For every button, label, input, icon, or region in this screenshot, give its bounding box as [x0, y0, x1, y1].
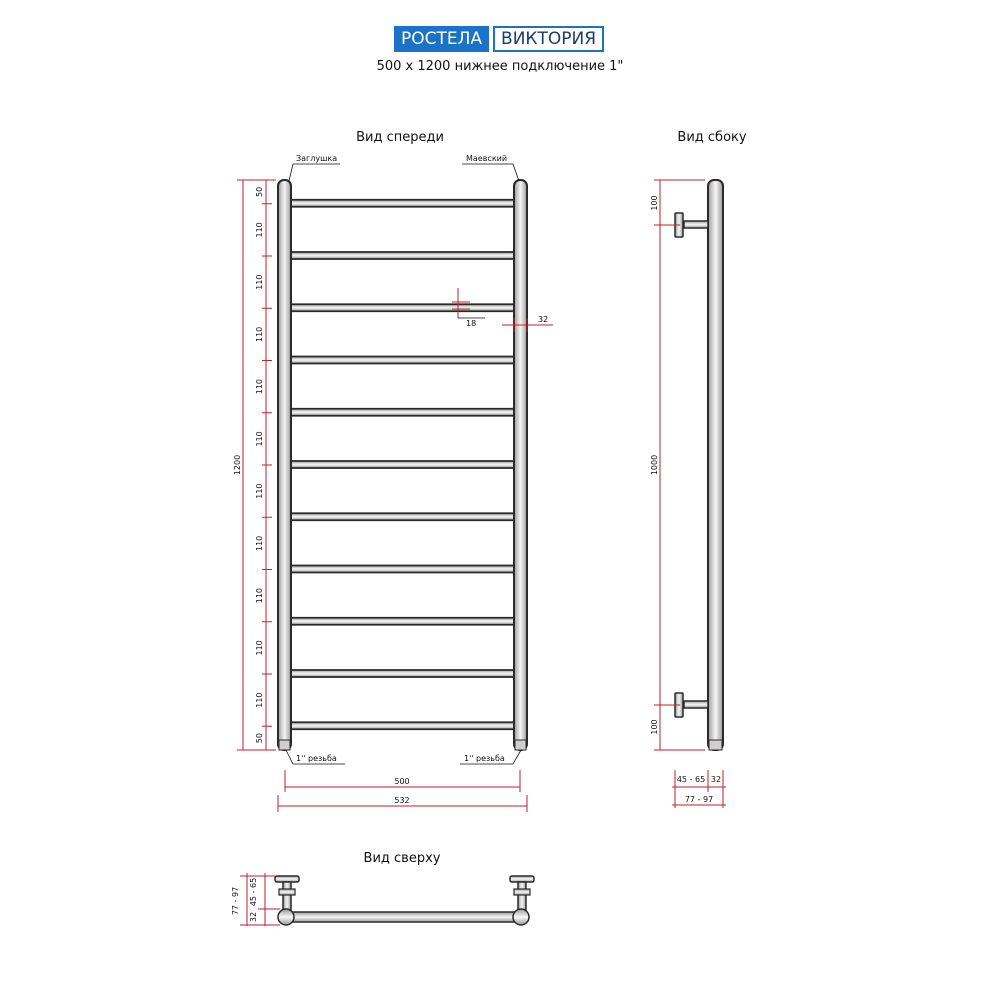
plug-note: Заглушка [296, 154, 338, 163]
top-mount-depth-label: 45 - 65 [249, 877, 258, 907]
rung [286, 357, 520, 364]
left-post [278, 180, 291, 750]
side-post-depth-label: 32 [710, 775, 722, 784]
segment-label: 110 [255, 326, 264, 343]
thread-right-note: 1'' резьба [464, 754, 505, 763]
segment-ticks [262, 180, 272, 750]
rung [286, 513, 520, 520]
rung [286, 566, 520, 573]
top-left-collar [279, 889, 295, 895]
top-left-flange [275, 876, 299, 882]
segment-label: 110 [255, 640, 264, 656]
side-mount-depth-label: 45 - 65 [676, 775, 706, 784]
segment-label: 50 [255, 186, 264, 197]
top-post-depth-label: 32 [249, 911, 258, 923]
rung [286, 409, 520, 416]
thread-left-note: 1'' резьба [296, 754, 337, 763]
total-width-label: 532 [394, 796, 410, 805]
mount-distance-label: 1000 [650, 454, 659, 476]
front-view [233, 130, 553, 812]
rung [286, 670, 520, 677]
top-view-title: Вид сверху [363, 851, 441, 866]
model-name: ВИКТОРИЯ [493, 26, 604, 52]
top-total-depth-label: 77 - 97 [231, 886, 240, 916]
top-right-collar [514, 889, 530, 895]
right-thread [515, 740, 526, 750]
segment-label: 110 [255, 587, 264, 604]
rung [286, 304, 520, 311]
valve-leader [462, 164, 519, 181]
segment-label: 110 [255, 274, 264, 290]
top-left-arm [283, 882, 291, 910]
rung [286, 618, 520, 625]
top-right-flange [510, 876, 534, 882]
right-post [514, 180, 527, 750]
top-left-post [278, 909, 294, 925]
segment-label: 110 [255, 535, 264, 552]
top-right-post [513, 909, 529, 925]
lower-bracket-arm [684, 701, 708, 708]
segment-label: 110 [255, 483, 264, 499]
brand-name: РОСТЕЛА [394, 26, 489, 52]
segment-label: 50 [255, 733, 264, 744]
top-right-arm [518, 882, 526, 910]
side-view-title: Вид сбоку [677, 130, 747, 145]
left-thread [279, 740, 290, 750]
top-view [231, 851, 534, 926]
rung [286, 461, 520, 468]
center-width-label: 500 [394, 777, 410, 786]
upper-bracket-arm [684, 221, 708, 228]
top-rung [282, 912, 522, 922]
total-height-label: 1200 [233, 454, 242, 476]
rung-diameter-label: 18 [466, 319, 477, 328]
rung [286, 722, 520, 729]
side-post [708, 180, 723, 750]
plug-leader [289, 164, 340, 181]
segment-label: 110 [255, 431, 264, 447]
rungs-group [286, 200, 520, 730]
product-subtitle: 500 x 1200 нижнее подключение 1" [376, 59, 624, 74]
segment-label: 110 [255, 692, 264, 708]
segment-label: 110 [255, 222, 264, 238]
rung [286, 200, 520, 207]
side-total-depth-label: 77 - 97 [684, 795, 714, 804]
front-view-title: Вид спереди [356, 130, 444, 145]
post-diameter-label: 32 [538, 315, 549, 324]
bottom-offset-label: 100 [650, 719, 659, 735]
valve-note: Маевский [466, 154, 508, 163]
rung [286, 252, 520, 259]
segment-label: 110 [255, 378, 264, 395]
side-thread [709, 740, 722, 750]
side-view [650, 130, 747, 808]
top-offset-label: 100 [650, 195, 659, 211]
